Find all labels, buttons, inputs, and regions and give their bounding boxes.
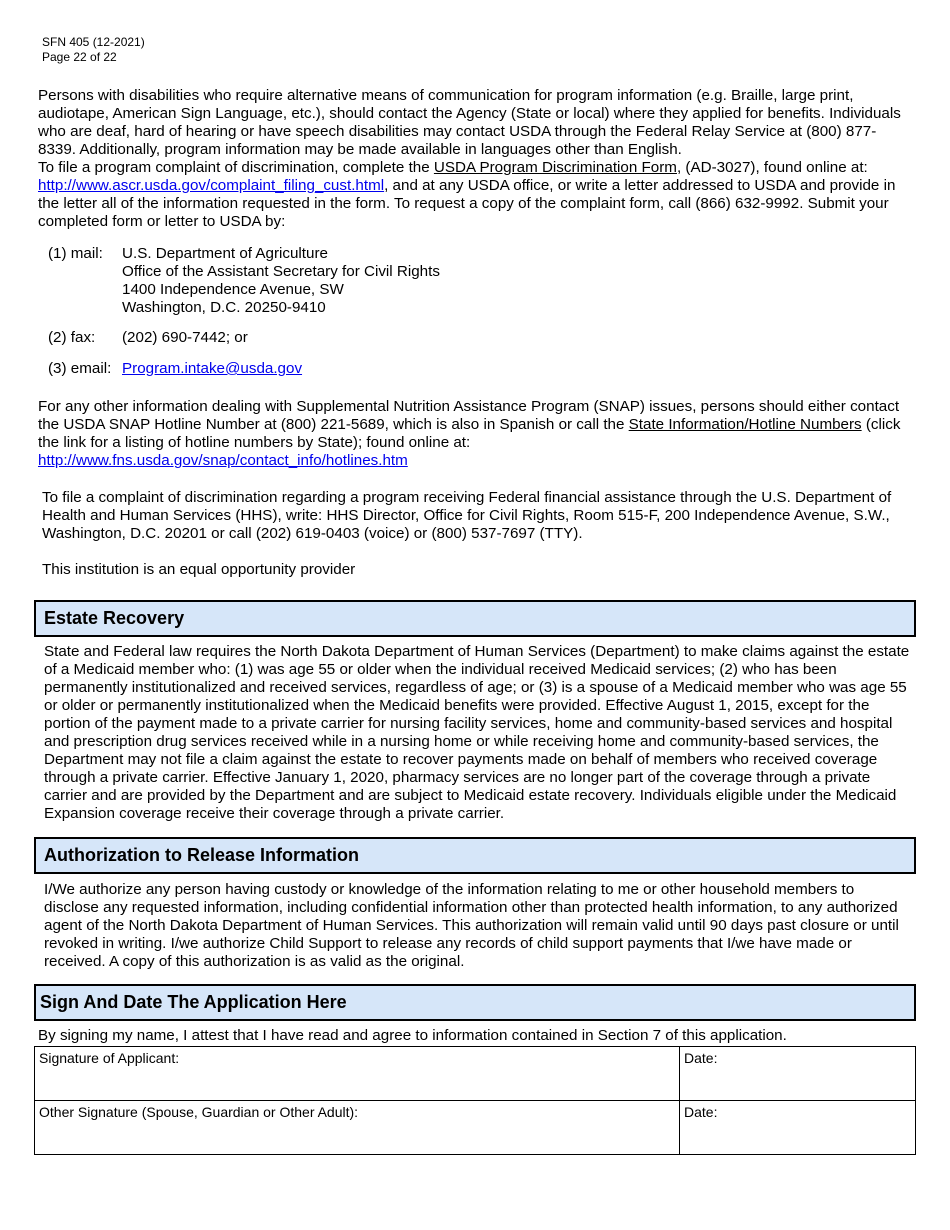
sign-header (34, 984, 916, 1021)
page-number: Page 22 of 22 (42, 50, 117, 64)
snap-text-a: For any other information dealing with Supplemental Nutrition Assistance Program (SNAP) issues, persons should either contact the USDA SNAP Hotline Number at (800) 221-5689, which is also in Spanish or call the (38, 398, 900, 433)
email-label: (3) email: (48, 360, 112, 377)
section-title: Estate Recovery (44, 608, 185, 628)
authorization-header (34, 837, 916, 874)
accessibility-paragraph: Persons with disabilities who require alternative means of communication for program information (e.g. Braille, large print, audiotape, American Sign Language, etc.), should contact the Agency (State or local) where they applied for benefits. Individuals who are deaf, hard of hearing or have speech disabilities may contact USDA through the Federal Relay Service at (800) 877-8339. Additionally, program information may be made available in languages other than English. (38, 87, 901, 158)
equal-opportunity-statement: This institution is an equal opportunity provider (42, 561, 356, 578)
authorization-body: I/We authorize any person having custody or knowledge of the information relating to me or other household members to disclose any requested information, including confidential information other than protected health information, to any authorized agent of the North Dakota Department of Human Services. This authorization will remain valid until 90 days past closure or until revoked in writing. I/we authorize Child Support to release any records of child support payments that I/we have made or received. A copy of this authorization is as valid as the original. (44, 881, 899, 970)
section-title: Authorization to Release Information (44, 845, 360, 865)
other-signature-field[interactable] (35, 1101, 680, 1155)
signature-row (35, 1047, 916, 1101)
applicant-date-field[interactable] (680, 1047, 916, 1101)
mail-line: Office of the Assistant Secretary for Civil Rights (122, 263, 440, 280)
form-header (42, 35, 145, 65)
mail-line: U.S. Department of Agriculture (122, 245, 328, 262)
fax-number: (202) 690-7442; or (122, 329, 248, 346)
mail-label: (1) mail: (48, 245, 103, 262)
usda-discrimination-form-link[interactable]: USDA Program Discrimination Form (433, 159, 677, 176)
complaint-text-c: , and at any USDA office, or write a letter addressed to USDA and provide in the letter all of the information requested in the form. To request a copy of the complaint form, call (866) 632-9992. Submit your completed form or letter to USDA by: (38, 177, 896, 230)
complaint-filing-url[interactable]: http://www.ascr.usda.gov/complaint_filing_cust.html (38, 177, 385, 194)
estate-recovery-header (34, 600, 916, 637)
fax-label: (2) fax: (48, 329, 96, 346)
mail-address (122, 245, 440, 317)
estate-recovery-body: State and Federal law requires the North Dakota Department of Human Services (Department) to make claims against the estate of a Medicaid member who: (1) was age 55 or older when the individual received Medicaid services; (2) who has been permanently institutionalized and received services, regardless of age; or (3) is a spouse of a Medicaid member who was age 55 or older or permanently institutionalized when the Medicaid benefits were provided. Effective August 1, 2015, except for the portion of the payment made to a private carrier for nursing facility services, home and community-based services and hospital and prescription drug services received while in a nursing home or while receiving home and community-based services, the Department may not file a claim against the estate to recover payments made on behalf of members who received coverage through a private carrier. Effective January 1, 2020, pharmacy services are no longer part of the coverage through a private carrier and are provided by the Department and are subject to Medicaid estate recovery. Individuals eligible under the Medicaid Expansion coverage receive their coverage through a private carrier. (44, 643, 910, 822)
form-number: SFN 405 (12-2021) (42, 35, 145, 49)
complaint-text-b: , (AD-3027), found online at: (676, 159, 868, 176)
hhs-paragraph: To file a complaint of discrimination regarding a program receiving Federal financial assistance through the U.S. Department of Health and Human Services (HHS), write: HHS Director, Office for Civil Rights, Room 515-F, 200 Independence Avenue, S.W., Washington, D.C. 20201 or call (202) 619-0403 (voice) or (800) 537-7697 (TTY). (42, 489, 892, 542)
mail-line: 1400 Independence Avenue, SW (122, 281, 344, 298)
signature-row (35, 1101, 916, 1155)
state-hotline-link[interactable]: State Information/Hotline Numbers (628, 416, 862, 433)
snap-text-b: (click the link for a listing of hotline numbers by State); found online at: (38, 416, 901, 451)
email-link[interactable]: Program.intake@usda.gov (122, 360, 303, 377)
date-label: Date: (684, 1050, 718, 1066)
other-date-field[interactable] (680, 1101, 916, 1155)
snap-hotline-url[interactable]: http://www.fns.usda.gov/snap/contact_info/hotlines.htm (38, 452, 408, 469)
snap-paragraph (38, 398, 910, 470)
date-label: Date: (684, 1104, 718, 1120)
attest-statement: By signing my name, I attest that I have read and agree to information contained in Section 7 of this application. (38, 1027, 787, 1044)
intro-section (38, 87, 910, 231)
signature-table (34, 1046, 916, 1155)
signature-label: Other Signature (Spouse, Guardian or Other Adult): (39, 1104, 359, 1120)
complaint-text-a: To file a program complaint of discrimination, complete the (38, 159, 434, 176)
signature-label: Signature of Applicant: (39, 1050, 180, 1066)
applicant-signature-field[interactable] (35, 1047, 680, 1101)
mail-line: Washington, D.C. 20250-9410 (122, 299, 326, 316)
section-title: Sign And Date The Application Here (40, 992, 347, 1012)
